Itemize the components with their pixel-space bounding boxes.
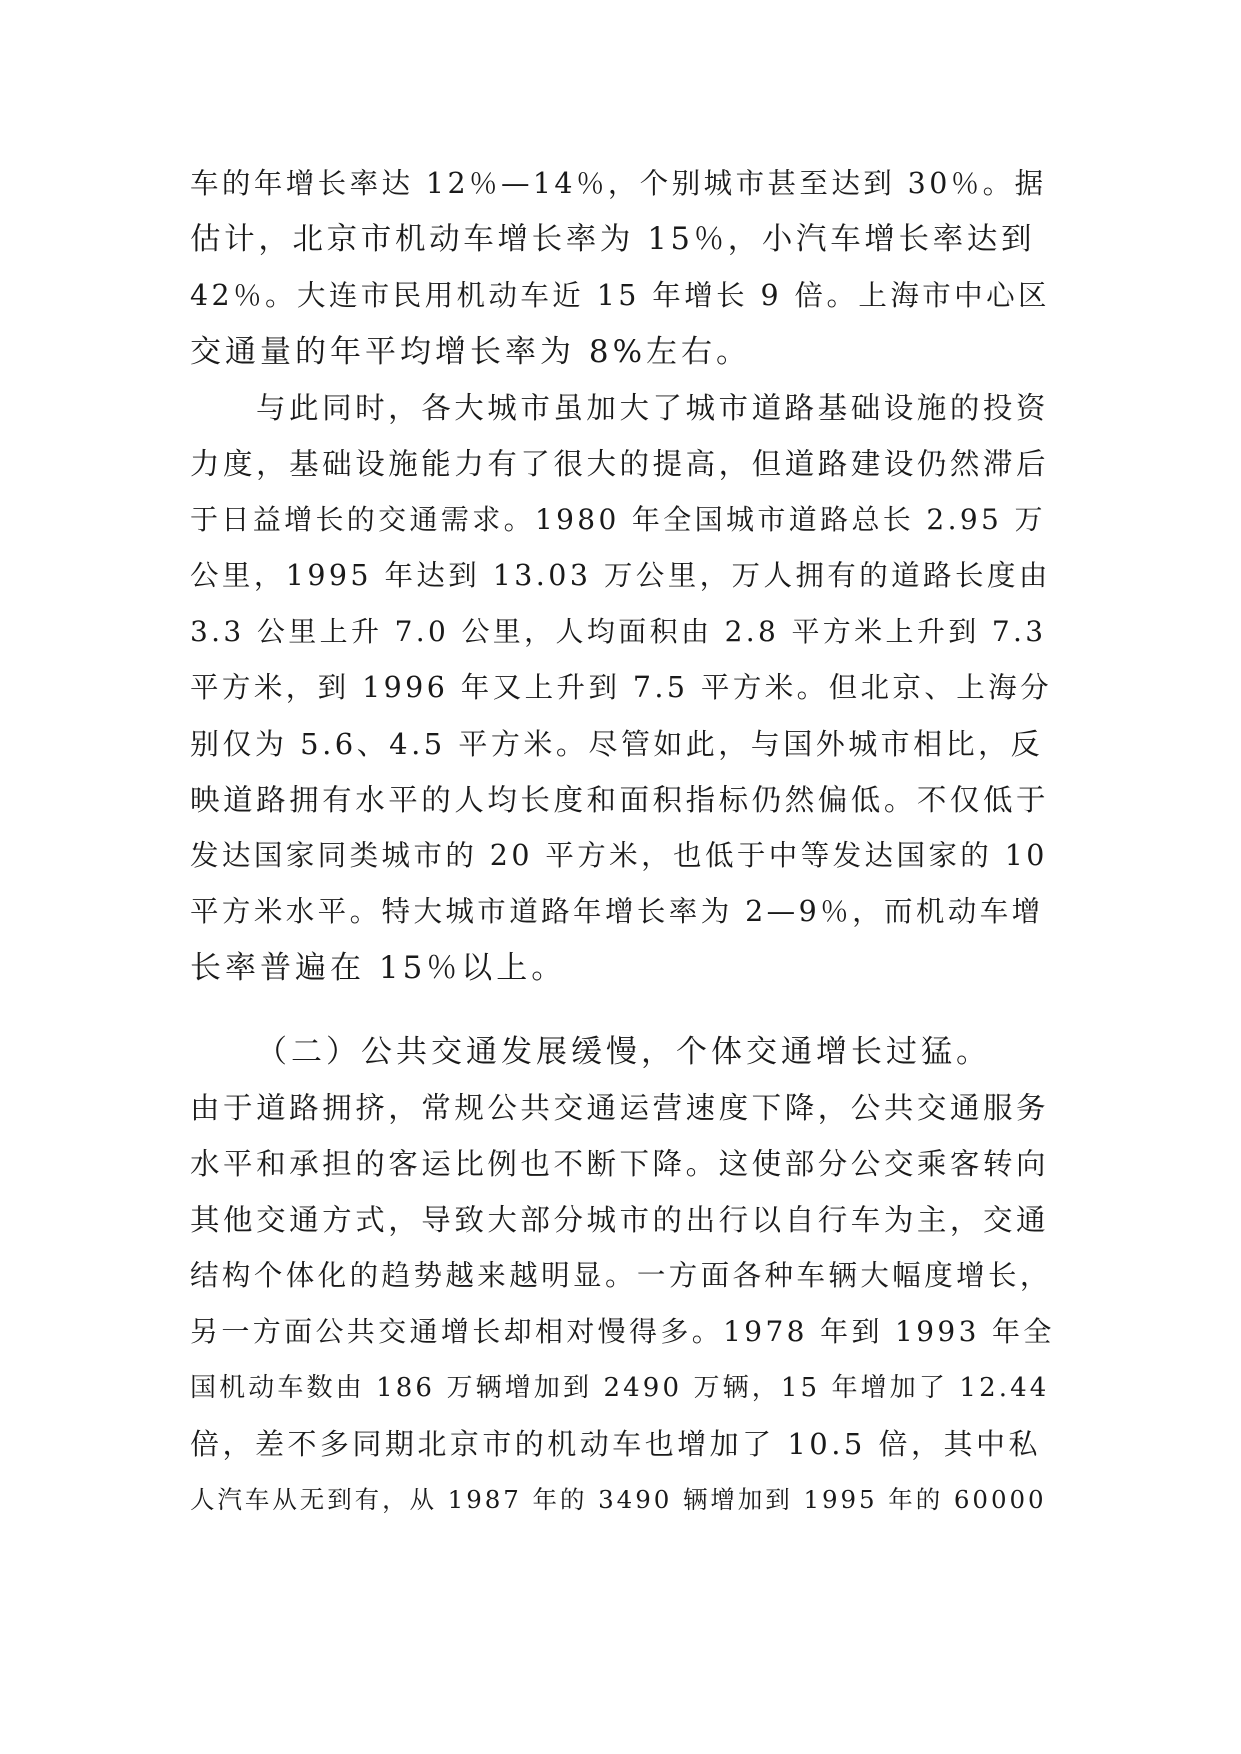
text-line: 平方米水平。特大城市道路年增长率为 2—9％，而机动车增 [190,895,1044,928]
text-line: 42％。大连市民用机动车近 15 年增长 9 倍。上海市中心区 [190,279,1050,312]
section-heading: （二）公共交通发展缓慢，个体交通增长过猛。 [256,1034,991,1070]
text-line: 力度，基础设施能力有了很大的提高，但道路建设仍然滞后 [190,447,1050,481]
text-line: 映道路拥有水平的人均长度和面积指标仍然偏低。不仅低于 [190,783,1050,817]
text-line: 长率普遍在 15％以上。 [190,950,567,986]
text-line: 别仅为 5.6、4.5 平方米。尽管如此，与国外城市相比，反 [190,727,1044,761]
text-line: 估计，北京市机动车增长率为 15％，小汽车增长率达到 [190,222,1036,257]
text-line: 人汽车从无到有，从 1987 年的 3490 辆增加到 1995 年的 60000 [190,1485,1047,1514]
text-line: 3.3 公里上升 7.0 公里，人均面积由 2.8 平方米上升到 7.3 [190,615,1047,648]
text-line: 于日益增长的交通需求。1980 年全国城市道路总长 2.95 万 [190,503,1046,536]
text-line: 发达国家同类城市的 20 平方米，也低于中等发达国家的 10 [190,839,1048,872]
text-line: 平方米，到 1996 年又上升到 7.5 平方米。但北京、上海分 [190,671,1053,704]
text-line: 与此同时，各大城市虽加大了城市道路基础设施的投资 [256,391,1049,425]
text-line: 公里，1995 年达到 13.03 万公里，万人拥有的道路长度由 [190,559,1051,592]
text-line: 倍，差不多同期北京市的机动车也增加了 10.5 倍，其中私 [190,1427,1041,1461]
text-line: 交通量的年平均增长率为 8%左右。 [190,334,752,370]
text-line: 另一方面公共交通增长却相对慢得多。1978 年到 1993 年全 [190,1315,1055,1348]
text-line: 车的年增长率达 12％—14％，个别城市甚至达到 30％。据 [190,167,1047,200]
text-line: 其他交通方式，导致大部分城市的出行以自行车为主，交通 [190,1203,1050,1237]
text-line: 由于道路拥挤，常规公共交通运营速度下降，公共交通服务 [190,1091,1050,1125]
text-line: 水平和承担的客运比例也不断下降。这使部分公交乘客转向 [190,1147,1050,1181]
text-line: 国机动车数由 186 万辆增加到 2490 万辆，15 年增加了 12.44 [190,1373,1050,1403]
text-line: 结构个体化的趋势越来越明显。一方面各种车辆大幅度增长， [190,1259,1052,1292]
